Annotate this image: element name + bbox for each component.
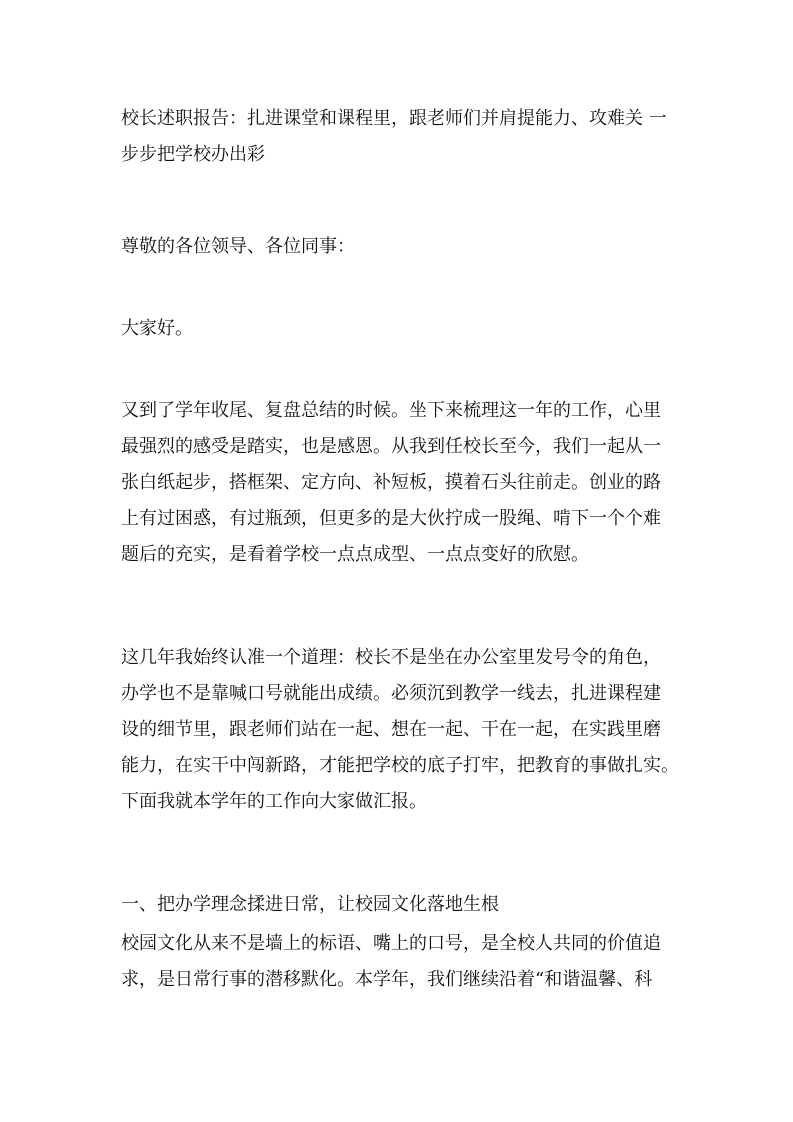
paragraph-line: 又到了学年收尾、复盘总结的时候。坐下来梳理这一年的工作，心里 <box>121 400 661 421</box>
salutation <box>121 311 669 347</box>
paragraph-1 <box>121 393 669 573</box>
paragraph-line: 最强烈的感受是踏实，也是感恩。从我到任校长至今，我们一起从一 <box>121 436 661 457</box>
paragraph-line: 上有过困惑，有过瓶颈，但更多的是大伙拧成一股绳、啃下一个个难 <box>121 508 661 529</box>
title-line: 校长述职报告：扎进课堂和课程里，跟老师们并肩提能力、攻难关 一 <box>121 108 667 129</box>
paragraph-line: 校园文化从来不是墙上的标语、嘴上的口号，是全校人共同的价值追 <box>121 933 661 954</box>
section-heading-text: 一、把办学理念揉进日常，让校园文化落地生根 <box>121 894 499 915</box>
paragraph-3 <box>121 926 669 998</box>
paragraph-line: 设的细节里，跟老师们站在一起、想在一起、干在一起，在实践里磨 <box>121 719 661 740</box>
report-title <box>121 101 669 173</box>
paragraph-line: 下面我就本学年的工作向大家做汇报。 <box>121 791 427 812</box>
paragraph-line: 求，是日常行事的潜移默化。本学年，我们继续沿着“和谐温馨、科 <box>121 969 653 990</box>
paragraph-line: 办学也不是靠喊口号就能出成绩。必须沉到教学一线去，扎进课程建 <box>121 683 661 704</box>
paragraph-line: 题后的充实，是看着学校一点点成型、一点点变好的欣慰。 <box>121 544 589 565</box>
paragraph-line: 能力，在实干中闯新路，才能把学校的底子打牢，把教育的事做扎实。 <box>121 755 679 776</box>
paragraph-2 <box>121 640 679 820</box>
greeting <box>121 229 669 265</box>
section-heading <box>121 887 669 923</box>
paragraph-line: 这几年我始终认准一个道理：校长不是坐在办公室里发号令的角色， <box>121 647 661 668</box>
salutation-text: 大家好。 <box>121 318 193 339</box>
greeting-text: 尊敬的各位领导、各位同事： <box>121 236 355 257</box>
paragraph-line: 张白纸起步，搭框架、定方向、补短板，摸着石头往前走。创业的路 <box>121 472 661 493</box>
title-line: 步步把学校办出彩 <box>121 144 265 165</box>
